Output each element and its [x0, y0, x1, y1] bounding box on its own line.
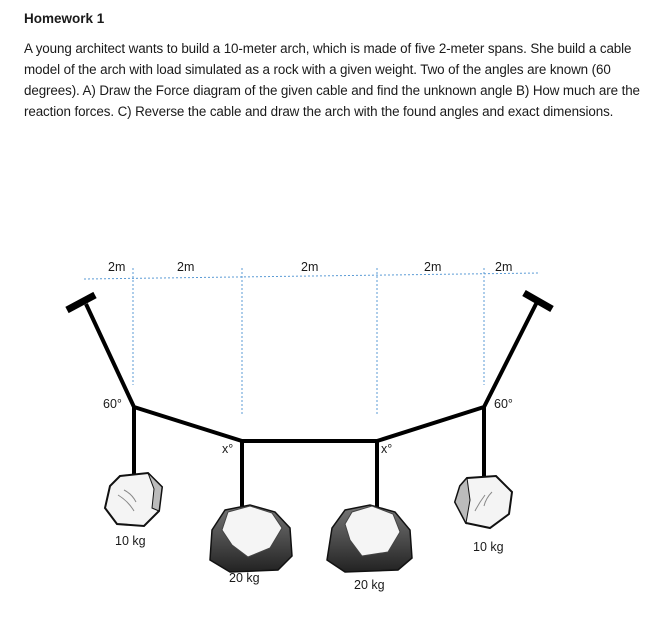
homework-title: Homework 1 — [24, 11, 105, 26]
load-label-1: 10 kg — [115, 534, 146, 548]
span-label-3: 2m — [301, 260, 319, 274]
span-label-5: 2m — [495, 260, 513, 274]
span-label-1: 2m — [108, 260, 126, 274]
span-label-4: 2m — [424, 260, 442, 274]
cable — [86, 300, 538, 441]
angle-left: 60° — [103, 397, 122, 411]
rock-icon-3 — [327, 505, 412, 572]
span-label-2: 2m — [177, 260, 195, 274]
dimension-lines — [84, 268, 540, 415]
load-label-2: 20 kg — [229, 571, 260, 585]
load-label-4: 10 kg — [473, 540, 504, 554]
rock-icon-1 — [105, 473, 162, 526]
rock-icon-4 — [455, 476, 512, 528]
angle-right: 60° — [494, 397, 513, 411]
rock-icon-2 — [210, 505, 292, 572]
angle-inner-left: x° — [222, 442, 234, 456]
left-anchor — [67, 295, 95, 310]
load-label-3: 20 kg — [354, 578, 385, 592]
problem-statement: A young architect wants to build a 10-meter arch, which is made of five 2-meter spans. She build a cable model of the arch with load simulated as a rock with a given weight. Two of the angles are known (60 degrees). A) Draw the Force diagram of the given cable and find the unknown angle B) How much are the reaction forces. C) Reverse the cable and draw the arch with the found angles and exact dimensions. — [24, 41, 640, 119]
angle-inner-right: x° — [381, 442, 393, 456]
